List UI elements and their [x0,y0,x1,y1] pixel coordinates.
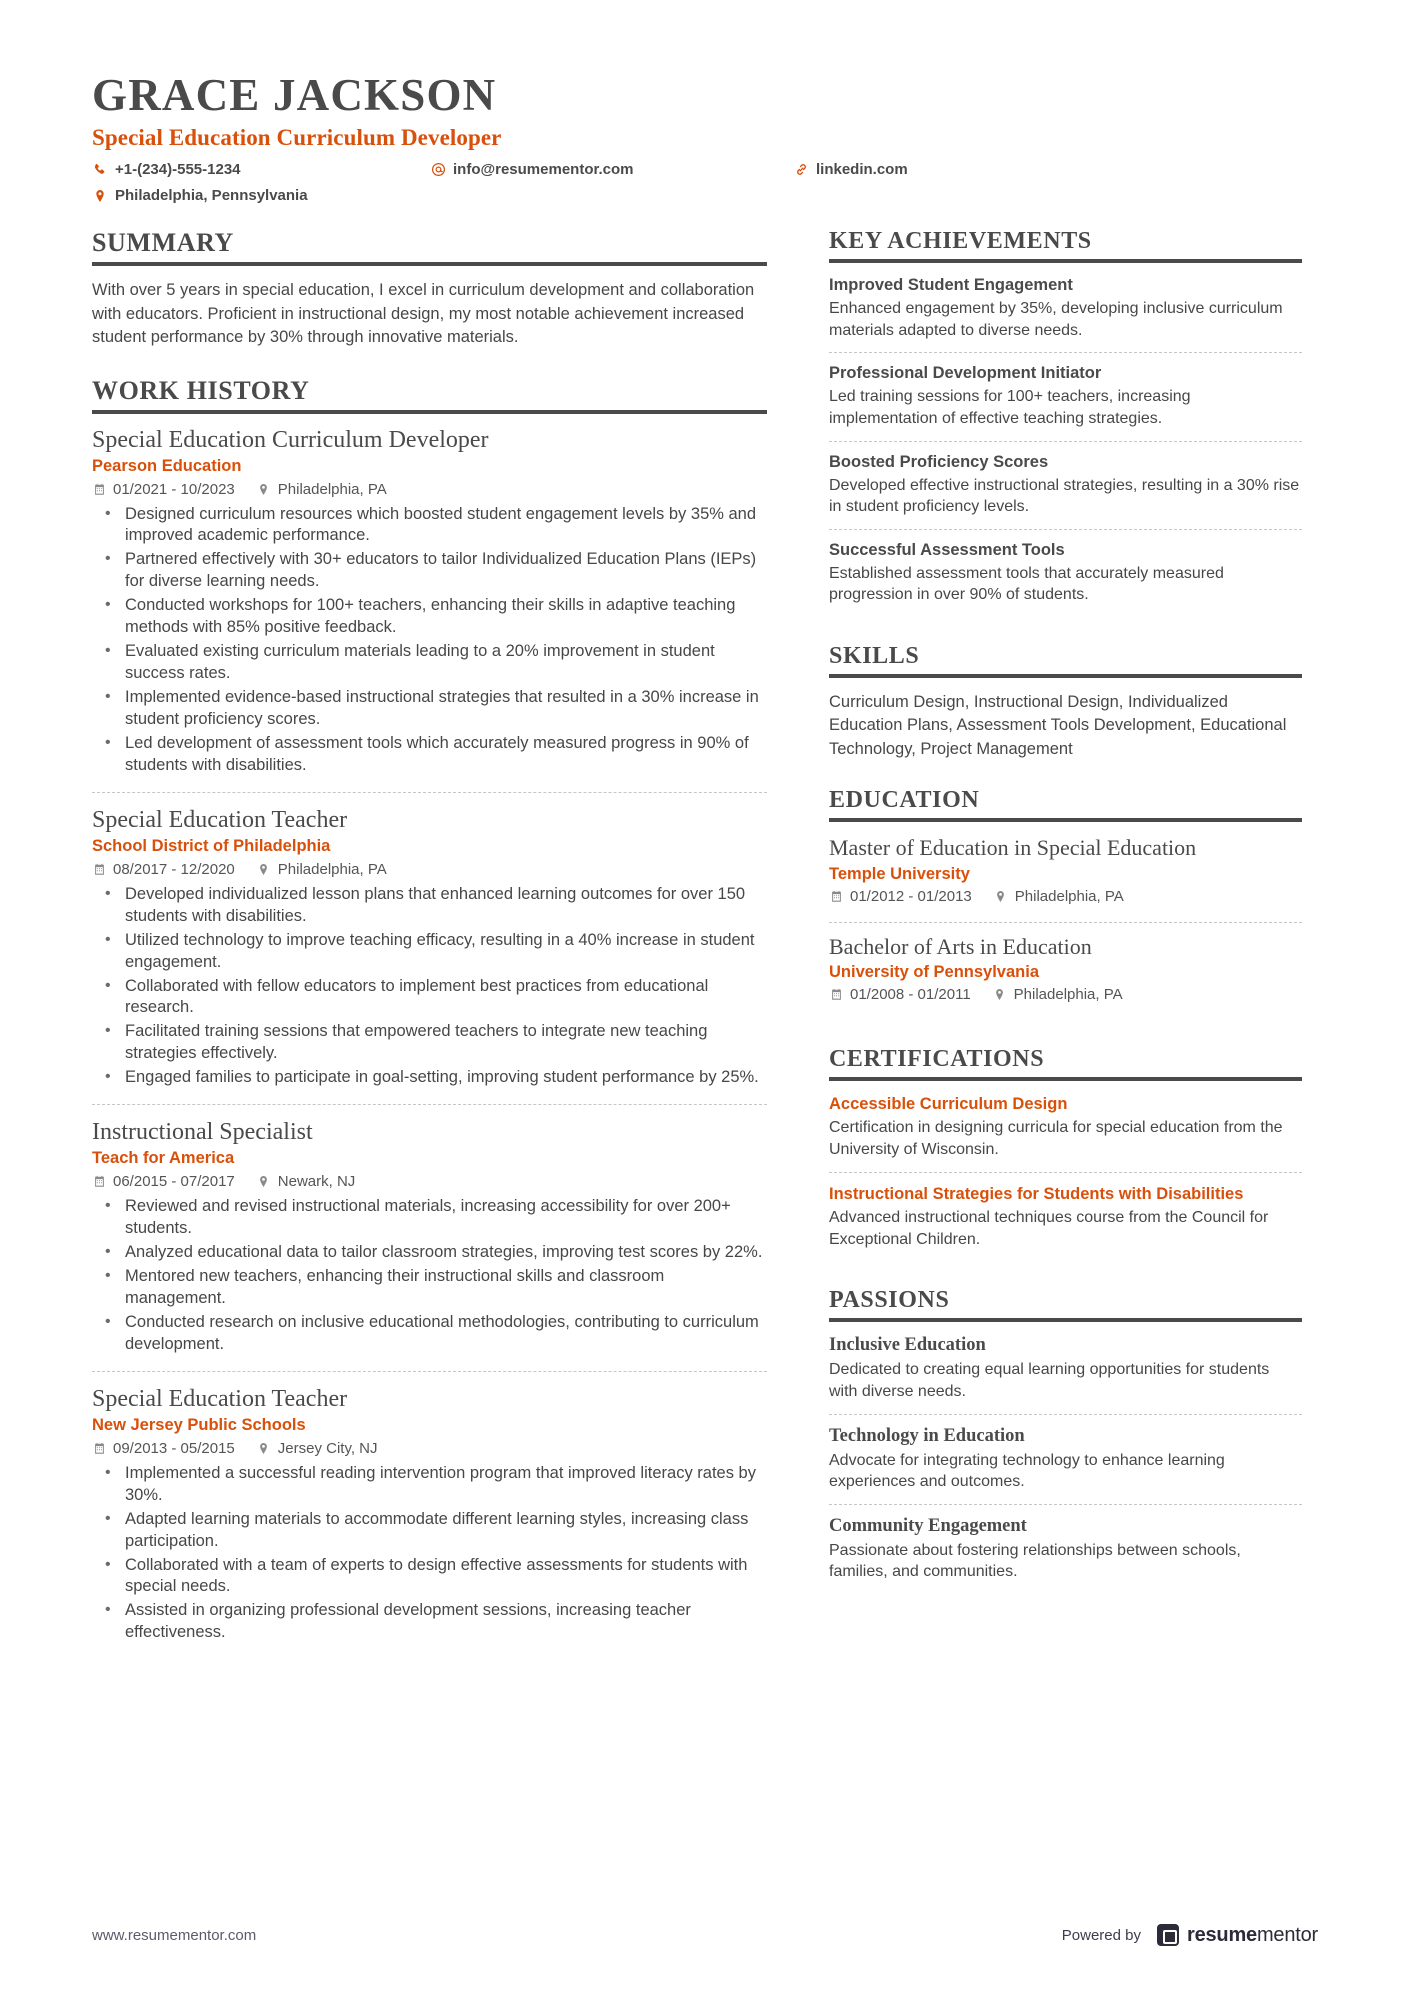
resume-header [0,0,1410,204]
contact-linkedin-text: linkedin.com [816,161,908,179]
education-list [829,835,1302,1020]
entry-meta [829,888,1302,905]
passions-list [829,1335,1302,1594]
job-bullet: • Evaluated existing curriculum materials leading to a 20% improvement in student success rates. [92,641,767,685]
job-bullet: • Designed curriculum resources which boosted student engagement levels by 35% and improved academic performance. [92,504,767,548]
calendar-icon [92,862,106,876]
phone-icon [92,162,108,178]
entry-location [257,481,387,498]
calendar-icon [829,889,843,903]
work-history-entry [92,792,767,1104]
entry-location [993,986,1123,1003]
entry-meta [92,1440,767,1457]
entry-location-text: Philadelphia, PA [1014,887,1124,905]
entry-dates-text: 01/2012 - 01/2013 [850,887,972,905]
entry-dates [92,481,235,498]
logo-text-light: mentor [1256,1923,1318,1946]
job-bullet: • Mentored new teachers, enhancing their instructional skills and classroom management. [92,1266,767,1310]
certifications-list [829,1094,1302,1262]
passions-heading: PASSIONS [829,1287,1302,1322]
certification-title: Accessible Curriculum Design [829,1094,1068,1113]
job-company: School District of Philadelphia [92,836,331,855]
job-company: New Jersey Public Schools [92,1415,306,1434]
skills-heading: SKILLS [829,643,1302,678]
entry-meta [92,861,767,878]
passion-title: Community Engagement [829,1515,1027,1536]
logo-text [1187,1924,1318,1947]
entry-dates [829,888,972,905]
work-history-entry [92,1371,767,1660]
calendar-icon [92,1441,106,1455]
entry-dates [92,861,235,878]
work-history-list [92,427,767,1660]
resume-footer [0,1875,1410,1995]
map-pin-icon [257,862,271,876]
job-bullets [92,504,767,777]
entry-meta [92,481,767,498]
job-bullet: • Facilitated training sessions that empowered teachers to integrate new teaching strategies effectively. [92,1021,767,1065]
map-pin-icon [257,482,271,496]
entry-dates-text: 08/2017 - 12/2020 [113,860,235,878]
entry-location [257,861,387,878]
passion-title: Inclusive Education [829,1335,986,1356]
job-bullet: • Assisted in organizing professional development sessions, increasing teacher effectiveness. [92,1600,767,1644]
entry-dates-text: 09/2013 - 05/2015 [113,1439,235,1457]
certifications-heading: CERTIFICATIONS [829,1046,1302,1081]
entry-location [994,888,1124,905]
job-bullet: • Implemented a successful reading intervention program that improved literacy rates by 30%. [92,1463,767,1507]
certification-title: Instructional Strategies for Students with Disabilities [829,1184,1244,1203]
section-work-history [92,376,767,1660]
entry-location [257,1440,378,1457]
job-bullet: • Engaged families to participate in goal-setting, improving student performance by 25%. [92,1067,767,1089]
calendar-icon [92,482,106,496]
map-pin-icon [257,1175,271,1189]
passion-item [829,1335,1302,1413]
job-role: Special Education Teacher [92,1385,348,1412]
job-bullet: • Conducted workshops for 100+ teachers, enhancing their skills in adaptive teaching methods with 85% positive feedback. [92,595,767,639]
contact-location-text: Philadelphia, Pennsylvania [115,187,308,205]
entry-dates [92,1173,235,1190]
section-skills [829,643,1302,761]
certification-item [829,1172,1302,1262]
certification-desc: Certification in designing curricula for special education from the University of Wisconsin. [829,1119,1283,1159]
passion-desc: Dedicated to creating equal learning opportunities for students with diverse needs. [829,1361,1270,1401]
resume-body [0,228,1410,1685]
entry-meta [92,1173,767,1190]
entry-dates [92,1440,235,1457]
footer-website[interactable]: www.resumementor.com [92,1926,257,1944]
work-history-entry [92,427,767,792]
job-role: Instructional Specialist [92,1119,313,1146]
certification-item [829,1094,1302,1172]
job-company: Pearson Education [92,456,242,475]
logo-text-bold: resume [1187,1923,1257,1946]
skills-text: Curriculum Design, Instructional Design, Individualized Education Plans, Assessment Tools Development, Educational Technology, Project Management [829,693,1287,758]
achievement-title: Professional Development Initiator [829,364,1102,383]
job-bullet: • Adapted learning materials to accommodate different learning styles, increasing class participation. [92,1509,767,1553]
job-company: Teach for America [92,1149,235,1168]
calendar-icon [829,987,843,1001]
right-column [807,228,1302,1685]
achievement-item [829,276,1302,352]
achievement-title: Improved Student Engagement [829,276,1073,295]
certification-desc: Advanced instructional techniques course from the Council for Exceptional Children. [829,1209,1269,1248]
passion-desc: Advocate for integrating technology to enhance learning experiences and outcomes. [829,1451,1225,1491]
link-icon [793,162,809,178]
job-bullets [92,1196,767,1356]
entry-location-text: Philadelphia, PA [277,480,387,498]
education-degree: Master of Education in Special Education [829,835,1197,861]
candidate-name: GRACE JACKSON [92,70,497,120]
job-bullet: • Collaborated with a team of experts to design effective assessments for students with special needs. [92,1555,767,1599]
education-heading: EDUCATION [829,787,1302,822]
achievement-desc: Established assessment tools that accurately measured progression in over 90% of students. [829,564,1224,604]
summary-text: With over 5 years in special education, I excel in curriculum development and collaboration with educators. Proficient in instructional design, my most notable achievement increased student performance by 30% through innovative materials. [92,281,755,347]
calendar-icon [92,1175,106,1189]
map-pin-icon [993,987,1007,1001]
job-bullet: • Collaborated with fellow educators to implement best practices from educational research. [92,976,767,1020]
section-certifications [829,1046,1302,1262]
section-summary [92,228,767,349]
job-bullet: • Reviewed and revised instructional materials, increasing accessibility for over 200+ students. [92,1196,767,1240]
entry-dates-text: 06/2015 - 07/2017 [113,1173,235,1191]
job-role: Special Education Teacher [92,806,348,833]
map-pin-icon [994,889,1008,903]
entry-location [257,1173,356,1190]
contact-linkedin[interactable] [793,161,1073,178]
job-bullets [92,884,767,1089]
job-bullet: • Conducted research on inclusive educational methodologies, contributing to curriculum development. [92,1312,767,1356]
entry-location-text: Newark, NJ [277,1173,356,1191]
education-degree: Bachelor of Arts in Education [829,933,1092,959]
education-entry [829,835,1302,921]
achievement-title: Successful Assessment Tools [829,540,1065,559]
job-bullet: • Utilized technology to improve teaching efficacy, resulting in a 40% increase in student engagement. [92,930,767,974]
contact-row-primary [92,161,1330,178]
entry-meta [829,986,1302,1003]
job-bullet: • Partnered effectively with 30+ educators to tailor Individualized Education Plans (IEPs) for diverse learning needs. [92,549,767,593]
education-school: Temple University [829,864,970,883]
education-school: University of Pennsylvania [829,962,1039,981]
map-pin-icon [92,188,108,204]
entry-dates-text: 01/2008 - 01/2011 [850,985,971,1003]
email-at-icon [430,162,446,178]
key-achievements-list [829,276,1302,617]
contact-location [92,187,422,204]
work-history-entry [92,1104,767,1371]
achievement-item [829,529,1302,617]
left-column [92,228,807,1685]
logo-mark-icon [1157,1924,1179,1946]
achievement-desc: Enhanced engagement by 35%, developing inclusive curriculum materials adapted to diverse needs. [829,300,1283,339]
contact-email-text: info@resumementor.com [453,161,634,179]
map-pin-icon [257,1441,271,1455]
job-bullet: • Implemented evidence-based instructional strategies that resulted in a 30% increase in student proficiency scores. [92,687,767,731]
entry-location-text: Philadelphia, PA [1013,985,1123,1003]
passion-item [829,1414,1302,1504]
section-key-achievements [829,228,1302,617]
work-history-heading: WORK HISTORY [92,376,767,414]
achievement-title: Boosted Proficiency Scores [829,452,1049,471]
candidate-job-title: Special Education Curriculum Developer [92,125,502,151]
achievement-item [829,352,1302,440]
entry-location-text: Philadelphia, PA [277,860,387,878]
contact-phone[interactable] [92,161,422,178]
section-education [829,787,1302,1020]
passion-desc: Passionate about fostering relationships between schools, families, and communities. [829,1541,1241,1581]
job-bullet: • Developed individualized lesson plans that enhanced learning outcomes for over 150 students with disabilities. [92,884,767,928]
job-bullet: • Led development of assessment tools which accurately measured progress in 90% of students with disabilities. [92,733,767,777]
contact-phone-text: +1-(234)-555-1234 [115,161,241,179]
achievement-desc: Led training sessions for 100+ teachers, increasing implementation of effective teaching strategies. [829,388,1191,428]
contact-row-secondary [92,180,1330,204]
footer-branding [1062,1924,1318,1947]
passion-item [829,1504,1302,1594]
education-entry [829,922,1302,1020]
section-passions [829,1287,1302,1594]
entry-dates [829,986,971,1003]
passion-title: Technology in Education [829,1425,1025,1446]
resumementor-logo [1157,1924,1318,1947]
job-role: Special Education Curriculum Developer [92,426,489,453]
job-bullets [92,1463,767,1645]
key-achievements-heading: KEY ACHIEVEMENTS [829,228,1302,263]
contact-email[interactable] [430,161,785,178]
summary-heading: SUMMARY [92,228,767,266]
achievement-item [829,441,1302,529]
entry-location-text: Jersey City, NJ [277,1439,378,1457]
powered-by-label: Powered by [1061,1926,1141,1944]
entry-dates-text: 01/2021 - 10/2023 [113,480,235,498]
achievement-desc: Developed effective instructional strategies, resulting in a 30% rise in student proficiency levels. [829,476,1300,516]
job-bullet: • Analyzed educational data to tailor classroom strategies, improving test scores by 22%. [92,1242,767,1264]
